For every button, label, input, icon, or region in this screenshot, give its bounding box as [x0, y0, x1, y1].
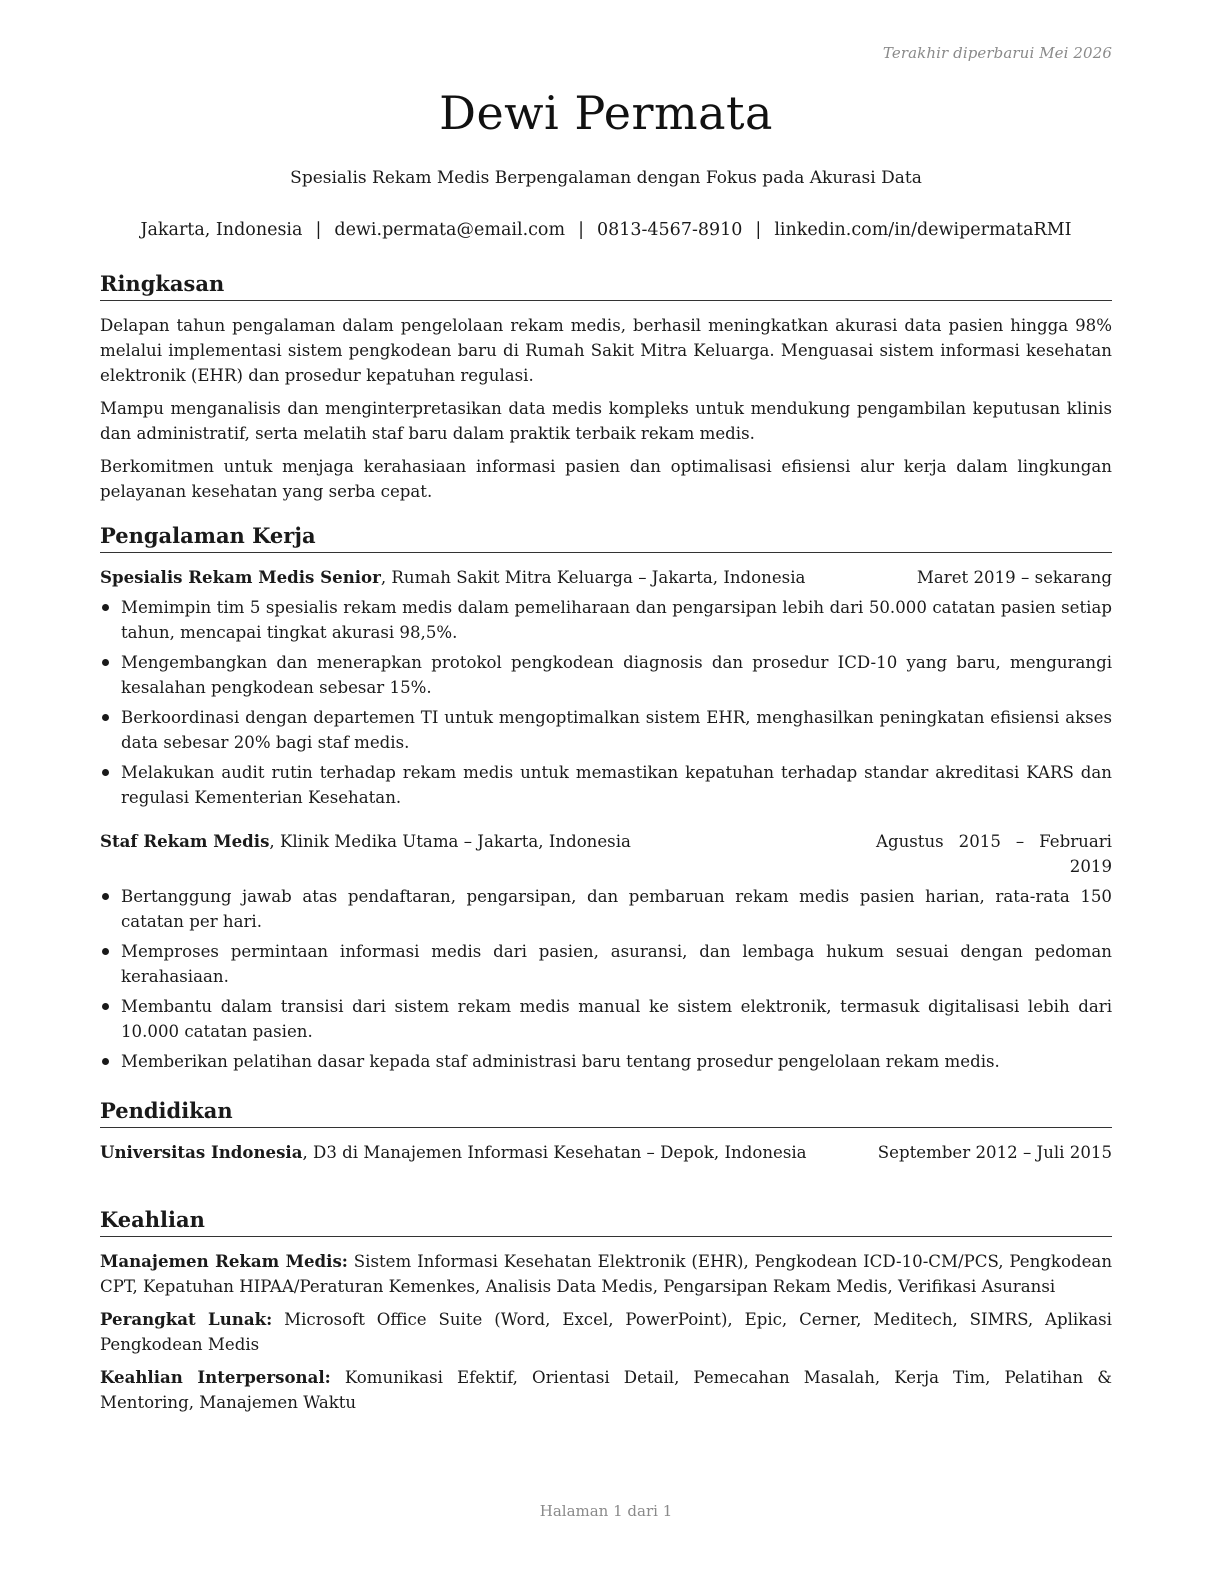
job-bullet-text: Mengembangkan dan menerapkan protokol pengkodean diagnosis dan prosedur ICD-10 yang baru, mengurangi kesalahan pengkodean sebesar 15%.: [121, 653, 1112, 697]
last-updated-note: Terakhir diperbarui Mei 2026: [882, 44, 1112, 62]
section-title-summary: Ringkasan: [100, 270, 1112, 301]
education-entry: [100, 1140, 1112, 1165]
job-entry: [100, 565, 1112, 810]
job-bullet-text: Berkoordinasi dengan departemen TI untuk mengoptimalkan sistem EHR, menghasilkan peningkatan efisiensi akses data sebesar 20% bagi staf medis.: [121, 708, 1112, 752]
bullet-icon: [102, 948, 109, 955]
contact-separator: |: [578, 220, 584, 240]
job-organization: , Klinik Medika Utama – Jakarta, Indonesia: [269, 832, 631, 851]
skill-group: [100, 1249, 1112, 1299]
education-section: [100, 1097, 1112, 1165]
education-detail: , D3 di Manajemen Informasi Kesehatan – Depok, Indonesia: [302, 1143, 807, 1162]
summary-paragraph: Berkomitmen untuk menjaga kerahasiaan informasi pasien dan optimalisasi efisiensi alur kerja dalam lingkungan pelayanan kesehatan yang serba cepat.: [100, 457, 1112, 501]
job-bullet: [100, 994, 1112, 1044]
skills-section: [100, 1206, 1112, 1423]
contact-phone: 0813-4567-8910: [596, 220, 743, 240]
contact-separator: |: [755, 220, 762, 240]
job-bullet-text: Memproses permintaan informasi medis dari pasien, asuransi, dan lembaga hukum sesuai dengan pedoman kerahasiaan.: [121, 942, 1112, 986]
summary-section: [100, 270, 1112, 512]
candidate-name: Dewi Permata: [439, 86, 773, 140]
contact-linkedin[interactable]: linkedin.com/in/dewipermataRMI: [774, 220, 1072, 240]
resume-page: [100, 0, 1112, 1584]
job-bullet: [100, 1049, 1112, 1074]
education-school: Universitas Indonesia: [100, 1142, 303, 1162]
bullet-icon: [102, 659, 109, 666]
job-bullet-text: Memberikan pelatihan dasar kepada staf administrasi baru tentang prosedur pengelolaan rekam medis.: [121, 1052, 1000, 1071]
summary-paragraph: Mampu menganalisis dan menginterpretasikan data medis kompleks untuk mendukung pengambilan keputusan klinis dan administratif, serta melatih staf baru dalam praktik terbaik rekam medis.: [100, 399, 1112, 443]
skill-label: Perangkat Lunak:: [100, 1309, 273, 1329]
job-organization: , Rumah Sakit Mitra Keluarga – Jakarta, Indonesia: [380, 568, 806, 587]
bullet-icon: [102, 769, 109, 776]
contact-location: Jakarta, Indonesia: [140, 220, 303, 240]
job-bullet-list: [100, 595, 1112, 810]
job-bullet-text: Membantu dalam transisi dari sistem rekam medis manual ke sistem elektronik, termasuk digitalisasi lebih dari 10.000 catatan pasien.: [121, 997, 1112, 1041]
job-entry: [100, 829, 1112, 1074]
skill-value: Komunikasi Efektif, Orientasi Detail, Pemecahan Masalah, Kerja Tim, Pelatihan & Mentoring, Manajemen Waktu: [100, 1368, 1112, 1412]
job-header: [100, 829, 1112, 879]
skill-value: Sistem Informasi Kesehatan Elektronik (EHR), Pengkodean ICD-10-CM/PCS, Pengkodean CPT, Kepatuhan HIPAA/Peraturan Kemenkes, Analisis Data Medis, Pengarsipan Rekam Medis, Verifikasi Asuransi: [100, 1252, 1113, 1296]
contact-email[interactable]: dewi.permata@email.com: [334, 220, 566, 240]
job-bullet-list: [100, 884, 1112, 1074]
section-title-education: Pendidikan: [100, 1097, 1112, 1128]
job-bullet: [100, 650, 1112, 700]
job-bullet: [100, 595, 1112, 645]
job-bullet: [100, 705, 1112, 755]
job-title-line: [100, 829, 876, 879]
skill-group: [100, 1307, 1112, 1357]
bullet-icon: [102, 604, 109, 611]
experience-section: [100, 522, 1112, 1079]
job-bullet: [100, 760, 1112, 810]
skill-label: Keahlian Interpersonal:: [100, 1367, 331, 1387]
section-title-skills: Keahlian: [100, 1206, 1112, 1237]
candidate-tagline: Spesialis Rekam Medis Berpengalaman dengan Fokus pada Akurasi Data: [290, 168, 922, 188]
job-bullet: [100, 884, 1112, 934]
skill-group: [100, 1365, 1112, 1415]
job-title-line: [100, 565, 917, 590]
bullet-icon: [102, 893, 109, 900]
contact-separator: |: [315, 220, 322, 240]
summary-paragraph: Delapan tahun pengalaman dalam pengelolaan rekam medis, berhasil meningkatkan akurasi data pasien hingga 98% melalui implementasi sistem pengkodean baru di Rumah Sakit Mitra Keluarga. Menguasai sistem informasi kesehatan elektronik (EHR) dan prosedur kepatuhan regulasi.: [100, 316, 1112, 385]
contact-line: [100, 220, 1112, 240]
education-dates: September 2012 – Juli 2015: [877, 1143, 1112, 1162]
job-bullet-text: Bertanggung jawab atas pendaftaran, pengarsipan, dan pembaruan rekam medis pasien harian, rata-rata 150 catatan per hari.: [121, 887, 1112, 931]
page-number: Halaman 1 dari 1: [539, 1502, 673, 1520]
job-bullet-text: Memimpin tim 5 spesialis rekam medis dalam pemeliharaan dan pengarsipan lebih dari 50.000 catatan pasien setiap tahun, mencapai tingkat akurasi 98,5%.: [121, 598, 1112, 642]
bullet-icon: [102, 1003, 109, 1010]
section-title-experience: Pengalaman Kerja: [100, 522, 1112, 553]
job-dates: Agustus 2015 – Februari 2019: [876, 832, 1112, 876]
bullet-icon: [102, 714, 109, 721]
job-header: [100, 565, 1112, 590]
job-bullet: [100, 939, 1112, 989]
skill-value: Microsoft Office Suite (Word, Excel, PowerPoint), Epic, Cerner, Meditech, SIMRS, Aplikasi Pengkodean Medis: [100, 1310, 1112, 1354]
job-role: Spesialis Rekam Medis Senior: [100, 567, 381, 587]
job-bullet-text: Melakukan audit rutin terhadap rekam medis untuk memastikan kepatuhan terhadap standar akreditasi KARS dan regulasi Kementerian Kesehatan.: [121, 763, 1112, 807]
job-dates: Maret 2019 – sekarang: [916, 568, 1112, 587]
job-role: Staf Rekam Medis: [100, 831, 270, 851]
education-line: [100, 1140, 876, 1165]
bullet-icon: [102, 1058, 109, 1065]
skill-label: Manajemen Rekam Medis:: [100, 1251, 348, 1271]
